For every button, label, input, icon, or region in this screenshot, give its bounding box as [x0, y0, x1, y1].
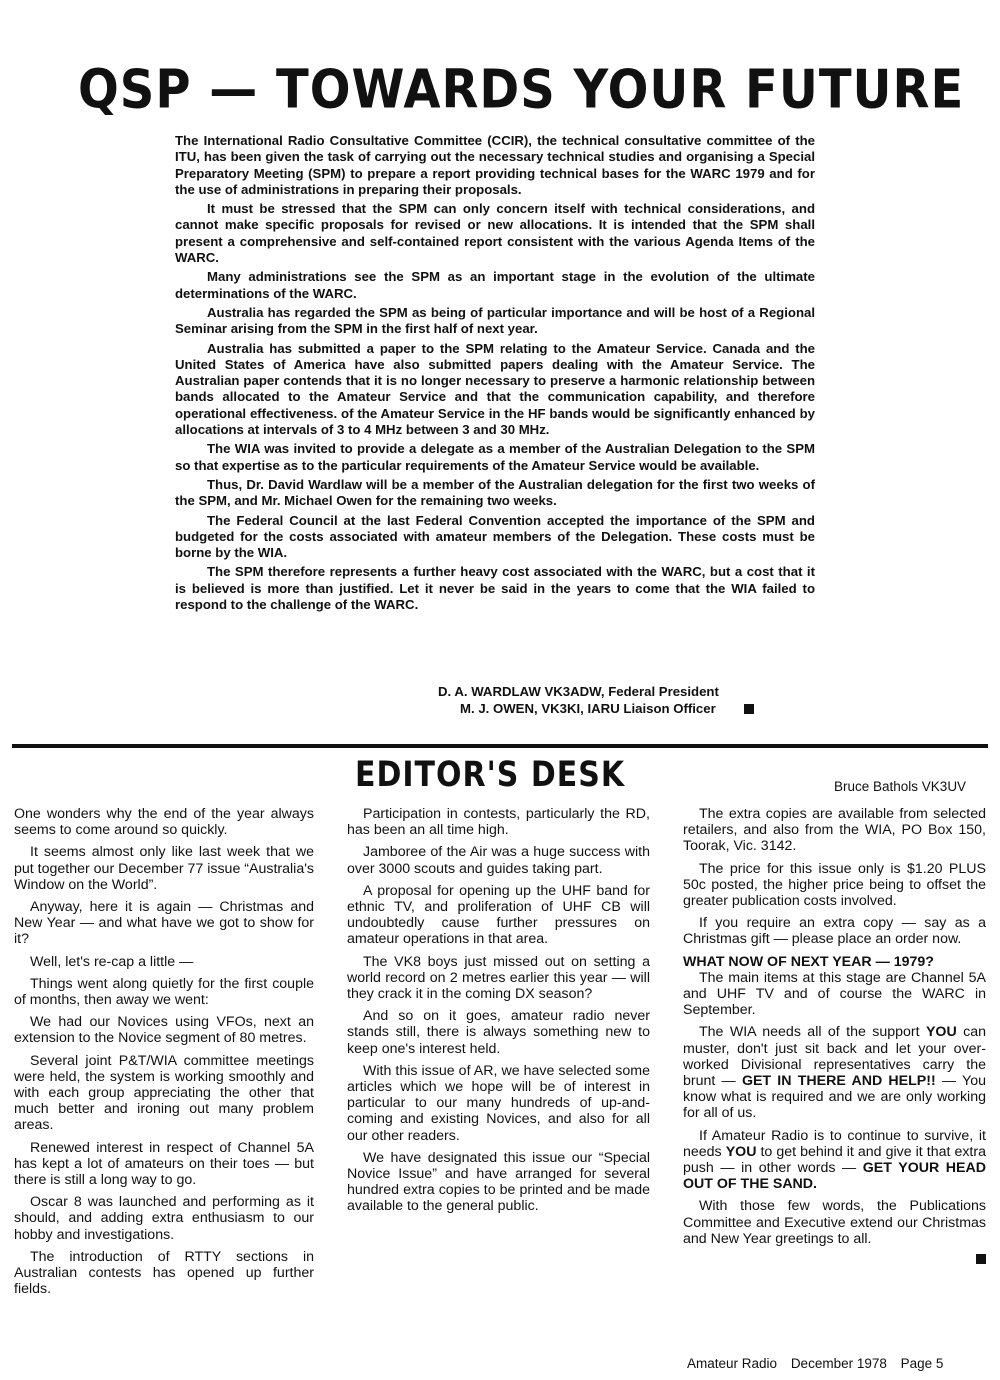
- editor-paragraph: With those few words, the Publications Committee and Executive extend our Christmas and New Year greetings to all.: [683, 1198, 986, 1247]
- text-run: to get behind it and give it that extra push — in other words —: [683, 1143, 986, 1177]
- editor-paragraph: With this issue of AR, we have selected some articles which we hope will be of interest in particular to our many hundreds of up-and-coming and existing Novices, and also for all our other readers.: [347, 1062, 650, 1144]
- signature-owen: M. J. OWEN, VK3KI, IARU Liaison Officer: [460, 701, 716, 716]
- qsp-paragraph: The SPM therefore represents a further heavy cost associated with the WARC, but a cost that it is believed is more than justified. Let it never be said in the years to come that the WIA failed to respond to the challenge of the WARC.: [175, 564, 815, 613]
- signature-owen-line: [420, 700, 820, 717]
- editor-paragraph: Things went along quietly for the first couple of months, then away we went:: [14, 975, 314, 1009]
- section-divider: [12, 744, 988, 748]
- editor-paragraph: If you require an extra copy — say as a Christmas gift — please place an order now.: [683, 915, 986, 948]
- editor-paragraph: Anyway, here it is again — Christmas and New Year — and what have we got to show for it?: [14, 899, 314, 948]
- editor-paragraph: The introduction of RTTY sections in Australian contests has opened up further fields.: [14, 1248, 314, 1298]
- editor-paragraph: [683, 1024, 986, 1121]
- end-square-icon: [744, 704, 754, 714]
- page-footer: [687, 1356, 953, 1371]
- footer-page-number: Page 5: [900, 1356, 944, 1371]
- editor-column-3: [683, 806, 986, 1267]
- editor-paragraph: [683, 1128, 986, 1193]
- qsp-paragraph: The International Radio Consultative Committee (CCIR), the technical consultative committee of the ITU, has been given the task of carrying out the necessary technical studies and organising a Special Preparatory Meeting (SPM) to prepare a report providing technical bases for the WARC 1979 and for the use of administrations in preparing their proposals.: [175, 133, 815, 197]
- editor-byline: Bruce Bathols VK3UV: [834, 779, 967, 794]
- emphasis-you: YOU: [925, 1024, 957, 1041]
- text-run: — You know what is required and we are only working for all of us.: [683, 1073, 986, 1122]
- editor-paragraph: Renewed interest in respect of Channel 5A has kept a lot of amateurs on their toes — but there is still a long way to go.: [14, 1139, 314, 1189]
- qsp-title: QSP — TOWARDS YOUR FUTURE: [78, 58, 965, 121]
- qsp-paragraph: The Federal Council at the last Federal Convention accepted the importance of the SPM and budgeted for the costs associated with amateur members of the Delegation. These costs must be borne by the WIA.: [175, 512, 815, 561]
- qsp-signatures: [420, 683, 820, 717]
- editor-paragraph: We had our Novices using VFOs, next an extension to the Novice segment of 80 metres.: [14, 1014, 314, 1047]
- qsp-paragraph: Australia has regarded the SPM as being of particular importance and will be host of a Regional Seminar arising from the SPM in the first half of next year.: [175, 304, 815, 337]
- editor-paragraph: Participation in contests, particularly the RD, has been an all time high.: [347, 806, 650, 839]
- footer-publication: Amateur Radio: [687, 1356, 778, 1371]
- emphasis-head-out-of-sand: GET YOUR HEAD OUT OF THE SAND.: [683, 1160, 986, 1193]
- editor-paragraph: We have designated this issue our “Special Novice Issue” and have arranged for several hundred extra copies to be printed and be made available to the general public.: [347, 1149, 650, 1215]
- editor-paragraph: The VK8 boys just missed out on setting a world record on 2 metres earlier this year — will they crack it in the coming DX season?: [347, 953, 650, 1003]
- footer-issue: December 1978: [790, 1356, 887, 1371]
- editor-paragraph: Several joint P&T/WIA committee meetings were held, the system is working smoothly and with each group appreciating the other that much better and ironing out many problem areas.: [14, 1052, 314, 1134]
- editor-paragraph: Well, let's re-cap a little —: [30, 953, 194, 970]
- editor-paragraph: And so on it goes, amateur radio never stands still, there is always something new to keep one's interest held.: [347, 1008, 650, 1057]
- editor-paragraph: It seems almost only like last week that we put together our December 77 issue “Australia's Window on the World”.: [14, 844, 315, 893]
- editor-paragraph: Jamboree of the Air was a huge success with over 3000 scouts and guides taking part.: [347, 844, 650, 877]
- qsp-paragraph: Thus, Dr. David Wardlaw will be a member of the Australian delegation for the first two weeks of the SPM, and Mr. Michael Owen for the remaining two weeks.: [175, 476, 815, 509]
- qsp-paragraph: The WIA was invited to provide a delegate as a member of the Australian Delegation to the SPM so that expertise as to the particular requirements of the Amateur Service would be available.: [175, 441, 815, 473]
- end-square-icon: [976, 1254, 986, 1264]
- text-run: If Amateur Radio is to continue to survive, it needs: [683, 1127, 986, 1160]
- editor-paragraph: The main items at this stage are Channel 5A and UHF TV and of course the WARC in September.: [683, 969, 986, 1019]
- emphasis-you: YOU: [725, 1143, 757, 1160]
- text-run: can muster, don't just sit back and let your over-worked Divisional representatives carry the brunt —: [683, 1024, 986, 1090]
- qsp-paragraph: It must be stressed that the SPM can only concern itself with technical considerations, and cannot make specific proposals for revised or new allocations. It is intended that the SPM shall present a comprehensive and self-contained report consistent with the various Agenda Items of the WARC.: [175, 201, 815, 266]
- editor-paragraph: One wonders why the end of the year always seems to come around so quickly.: [14, 806, 314, 839]
- qsp-paragraph: Many administrations see the SPM as an important stage in the evolution of the ultimate determinations of the WARC.: [175, 269, 815, 301]
- end-mark-wrap: [683, 1251, 986, 1267]
- editor-paragraph: The extra copies are available from selected retailers, and also from the WIA, PO Box 150, Toorak, Vic. 3142.: [683, 806, 986, 855]
- text-run: The WIA needs all of the support: [699, 1024, 926, 1041]
- emphasis-get-in-there: GET IN THERE AND HELP!!: [741, 1073, 936, 1090]
- signature-wardlaw: D. A. WARDLAW VK3ADW, Federal President: [438, 684, 719, 699]
- editor-column-2: [347, 806, 650, 1221]
- editor-column-1: [14, 806, 314, 1303]
- qsp-article-body: [175, 133, 815, 616]
- editor-subheading: WHAT NOW OF NEXT YEAR — 1979?: [683, 953, 934, 970]
- editor-desk-title: EDITOR'S DESK: [355, 755, 626, 796]
- editor-paragraph: A proposal for opening up the UHF band for ethnic TV, and proliferation of UHF CB will undoubtedly cause further pressures on amateur operations in that area.: [347, 882, 650, 948]
- editor-paragraph: The price for this issue only is $1.20 PLUS 50c posted, the higher price being to offset the greater publication costs involved.: [683, 860, 986, 910]
- qsp-paragraph: Australia has submitted a paper to the SPM relating to the Amateur Service. Canada and the United States of America have also submitted papers dealing with the Amateur Service. The Australian paper contends that it is no longer necessary to preserve a harmonic relationship between bands allocated to the Amateur Service and that the communication capability, and therefore operational effectiveness. of the Amateur Service in the HF bands would be significantly enhanced by allocations at intervals of 3 to 4 MHz between 3 and 30 MHz.: [175, 340, 815, 438]
- editor-paragraph: Oscar 8 was launched and performing as it should, and adding extra enthusiasm to our hobby and investigations.: [14, 1194, 314, 1243]
